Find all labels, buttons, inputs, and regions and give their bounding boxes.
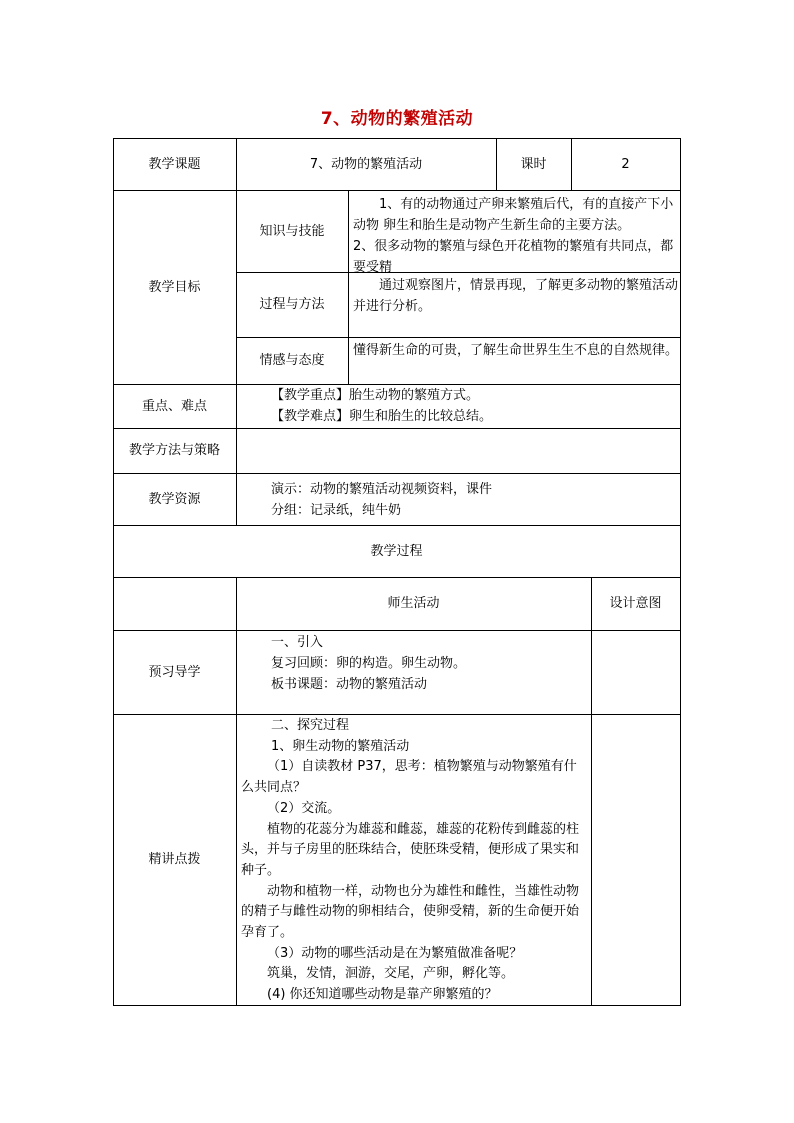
objective-knowledge-line: 2、很多动物的繁殖与绿色开花植物的繁殖有共同点，都要受精 [353,239,674,275]
explain-line: (4) 你还知道哪些动物是靠产卵繁殖的？ [267,987,498,1003]
topic-value: 7、动物的繁殖活动 [309,156,423,172]
explain-line: （1）自读教材 P37，思考：植物繁殖与动物繁殖有什么共同点？ [241,759,577,796]
explain-label: 精讲点拨 [148,852,201,867]
explain-line: 筑巢，发情，洄游，交尾，产卵，孵化等。 [267,966,515,982]
explain-line: 动物和植物一样，动物也分为雄性和雌性，当雄性动物的精子与雌性动物的卵相结合，使卵受精，新的生命便开始孕育了。 [241,883,580,941]
explain-line: （3）动物的哪些活动是在为繁殖做准备呢？ [267,945,523,961]
methods-label: 教学方法与策略 [128,443,220,458]
resource-line: 分组：记录纸，纯牛奶 [271,503,402,518]
resource-line: 演示：动物的繁殖活动视频资料，课件 [271,482,493,497]
document-title: 7、动物的繁殖活动 [320,109,474,129]
resources-content [271,479,676,521]
preview-content [271,632,587,695]
objective-process-content [353,275,678,317]
keypoints-content [271,385,676,427]
keypoints-label: 重点、难点 [141,398,207,414]
explain-line: 1、卵生动物的繁殖活动 [271,738,410,754]
objective-process-line: 通过观察图片，情景再现，了解更多动物的繁殖活动并进行分析。 [353,278,679,314]
hours-label: 课时 [520,156,547,172]
objective-process-label: 过程与方法 [259,297,325,312]
preview-label: 预习导学 [148,664,201,680]
explain-line: 植物的花蕊分为雄蕊和雌蕊，雄蕊的花粉传到雌蕊的柱头，并与子房里的胚珠结合，使胚珠受精，便形成了果实和种子。 [241,821,580,878]
preview-line: 一、引入 [271,635,324,650]
resources-label: 教学资源 [148,491,201,507]
keypoint-line: 【教学重点】胎生动物的繁殖方式。 [271,388,480,403]
intent-column-header: 设计意图 [609,596,662,611]
objective-knowledge-label: 知识与技能 [259,223,325,239]
objective-attitude-line: 懂得新生命的可贵，了解生命世界生生不息的自然规律。 [353,343,679,358]
activity-column-header: 师生活动 [387,596,440,611]
keypoint-line: 【教学难点】卵生和胎生的比较总结。 [271,409,493,424]
objective-knowledge-line: 1、有的动物通过产卵来繁殖后代，有的直接产下小动物 卵生和胎生是动物产生新生命的主要方法。 [353,197,674,233]
objective-attitude-label: 情感与态度 [259,353,325,368]
objectives-label: 教学目标 [148,279,201,295]
preview-line: 板书课题：动物的繁殖活动 [271,677,428,692]
explain-content [241,716,587,1006]
objective-attitude-content [353,340,678,361]
hours-value: 2 [621,156,630,172]
preview-line: 复习回顾：卵的构造。卵生动物。 [271,656,467,671]
process-heading: 教学过程 [370,543,423,559]
topic-label: 教学课题 [148,156,201,172]
explain-line: 二、探究过程 [271,718,350,733]
explain-line: （2）交流。 [267,800,341,816]
objective-knowledge-content [353,194,678,278]
